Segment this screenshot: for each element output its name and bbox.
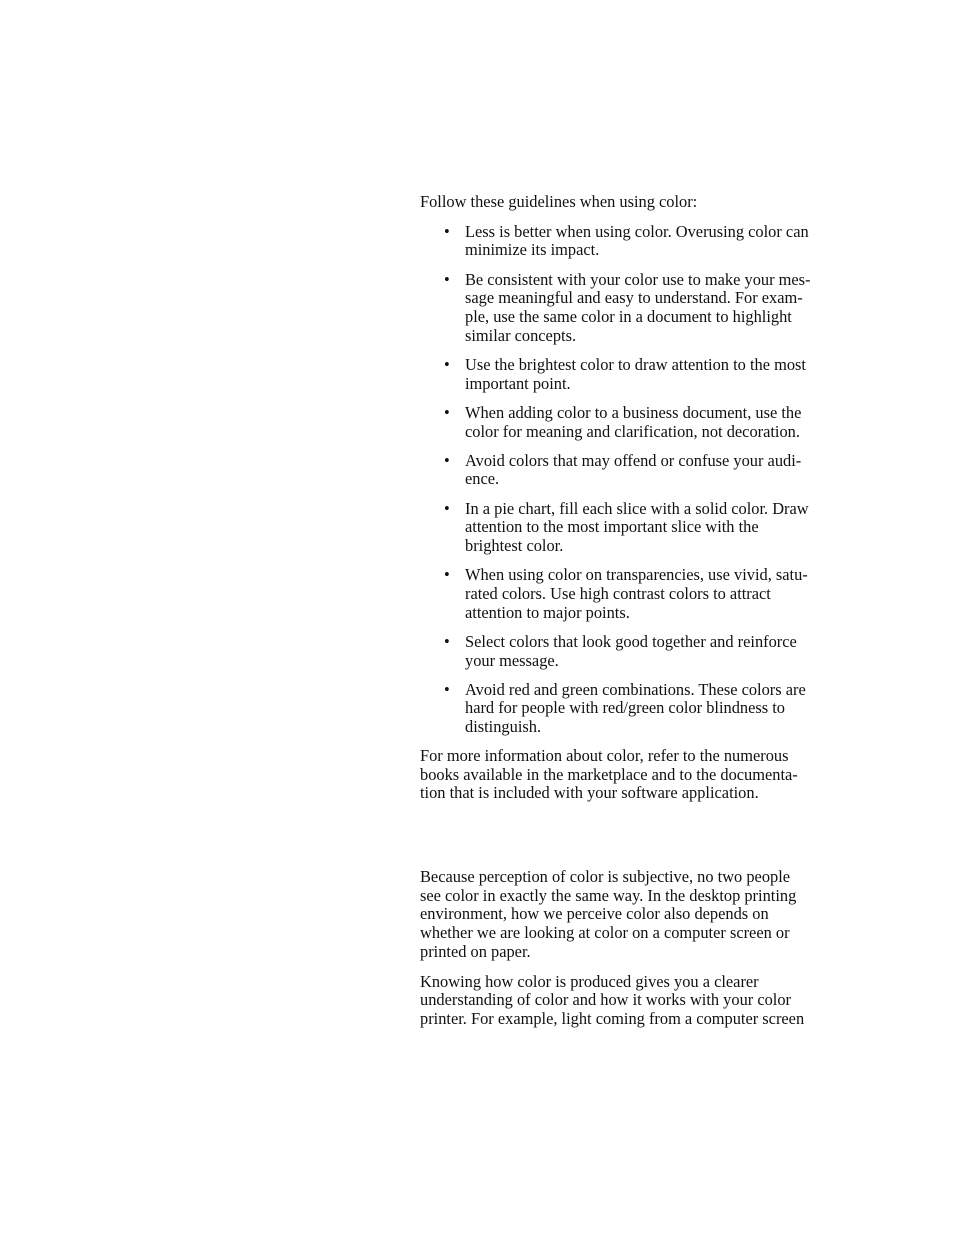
line: similar concepts. [465, 325, 577, 345]
guidelines-list [420, 223, 845, 737]
line: brightest color. [465, 536, 564, 556]
perception-paragraph [420, 868, 845, 962]
line: ple, use the same color in a document to highlight [465, 307, 792, 327]
line: see color in exactly the same way. In the desktop printing [420, 885, 797, 905]
list-item [420, 566, 845, 622]
line: whether we are looking at color on a computer screen or [420, 923, 790, 943]
section-spacer [420, 814, 845, 868]
bullet-icon: • [444, 450, 450, 470]
line: Avoid red and green combinations. These colors are [465, 679, 806, 699]
list-item [420, 500, 845, 556]
line: hard for people with red/green color blindness to [465, 698, 785, 718]
list-item [420, 271, 845, 346]
line: Use the brightest color to draw attention to the most [465, 354, 806, 374]
line: Be consistent with your color use to make your mes- [465, 269, 811, 289]
line: minimize its impact. [465, 240, 600, 260]
line: When adding color to a business document, use the [465, 402, 802, 422]
line: color for meaning and clarification, not decoration. [465, 421, 800, 441]
bullet-icon: • [444, 679, 450, 699]
bullet-icon: • [444, 402, 450, 422]
line: When using color on transparencies, use vivid, satu- [465, 565, 808, 585]
line: In a pie chart, fill each slice with a solid color. Draw [465, 498, 809, 518]
line: sage meaningful and easy to understand. For exam- [465, 288, 803, 308]
line: rated colors. Use high contrast colors to attract [465, 583, 771, 603]
bullet-icon: • [444, 354, 450, 374]
list-item [420, 404, 845, 441]
line: distinguish. [465, 717, 542, 737]
list-item [420, 223, 845, 260]
line: attention to the most important slice with the [465, 517, 759, 537]
list-item [420, 681, 845, 737]
line: Because perception of color is subjective, no two people [420, 866, 791, 886]
line: environment, how we perceive color also depends on [420, 904, 769, 924]
bullet-icon: • [444, 631, 450, 651]
bullet-icon: • [444, 498, 450, 518]
list-item [420, 633, 845, 670]
bullet-icon: • [444, 269, 450, 289]
more-info-paragraph [420, 747, 845, 803]
knowing-paragraph [420, 973, 845, 1029]
page-content [420, 193, 845, 1040]
line: ence. [465, 469, 500, 489]
bullet-icon: • [444, 221, 450, 241]
line: printed on paper. [420, 941, 531, 961]
intro-paragraph: Follow these guidelines when using color: [420, 192, 698, 211]
line: Avoid colors that may offend or confuse your audi- [465, 450, 802, 470]
line: Knowing how color is produced gives you a clearer [420, 971, 759, 991]
bullet-icon: • [444, 565, 450, 585]
line: important point. [465, 373, 571, 393]
line: attention to major points. [465, 602, 630, 622]
list-item [420, 452, 845, 489]
line: Less is better when using color. Overusing color can [465, 221, 809, 241]
line: Select colors that look good together and reinforce [465, 631, 797, 651]
list-item [420, 356, 845, 393]
line: understanding of color and how it works with your color [420, 990, 791, 1010]
line: tion that is included with your software application. [420, 783, 759, 803]
line: books available in the marketplace and to the documenta- [420, 764, 798, 784]
line: For more information about color, refer to the numerous [420, 745, 789, 765]
line: your message. [465, 650, 559, 670]
line: printer. For example, light coming from a computer screen [420, 1008, 805, 1028]
